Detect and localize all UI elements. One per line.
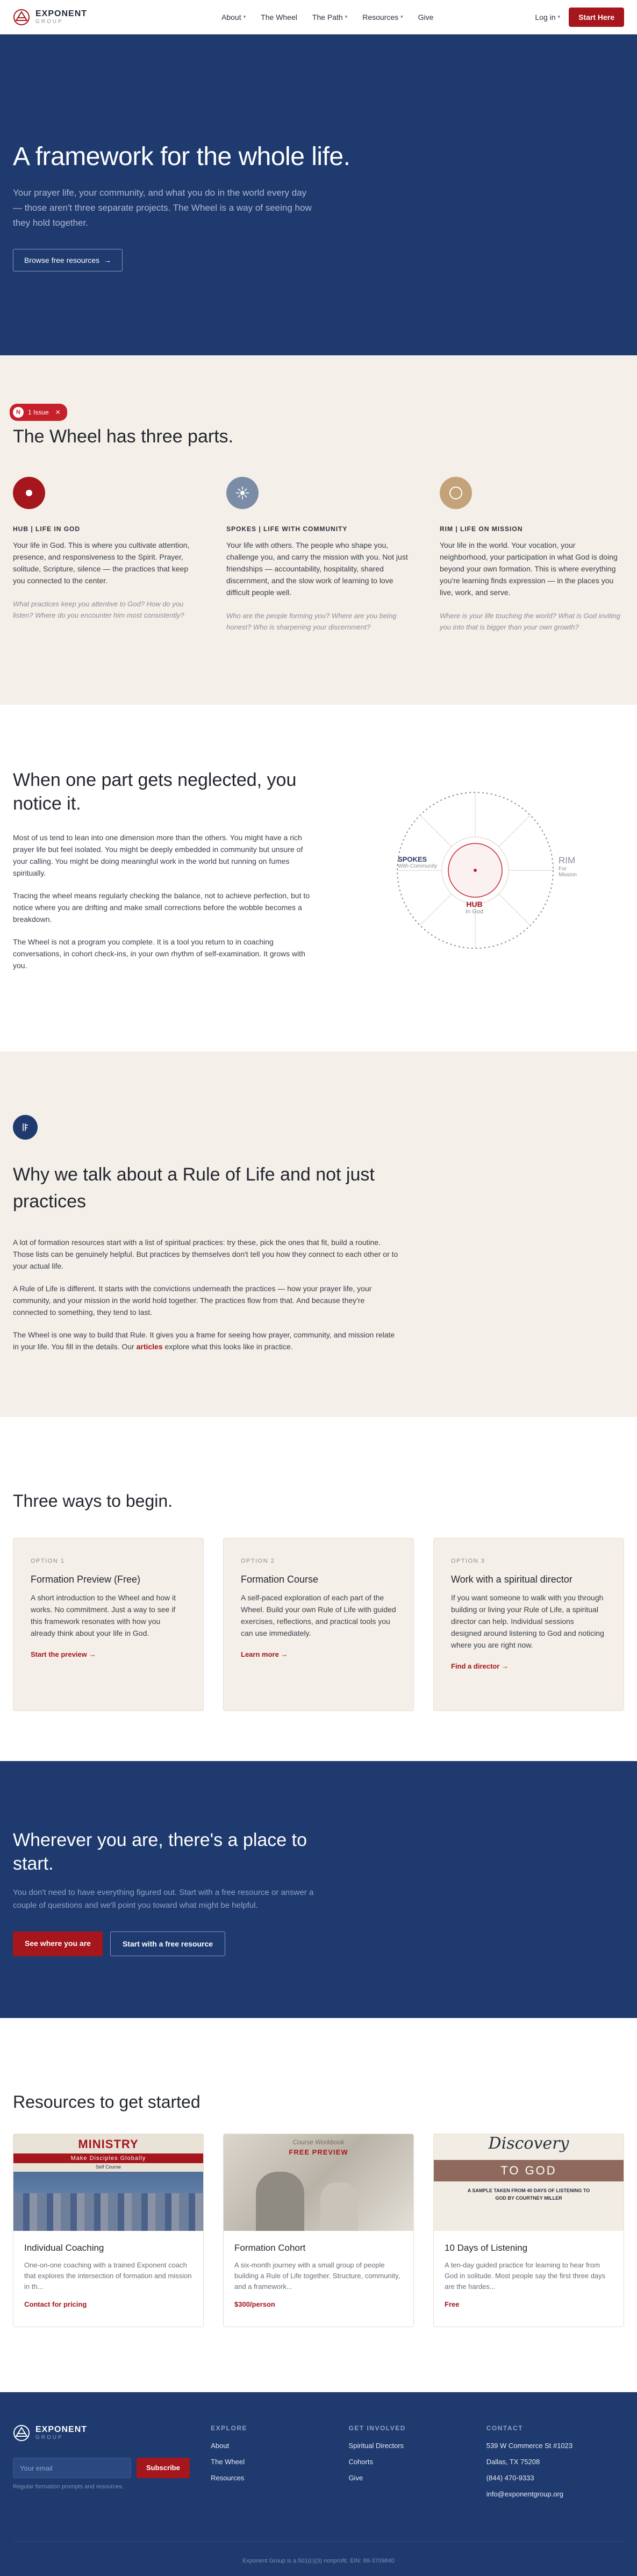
section-title: Three ways to begin. bbox=[13, 1491, 173, 1511]
learn-more-link[interactable]: Learn more → bbox=[241, 1650, 288, 1658]
option-body: A short introduction to the Wheel and how it works. No commitment. Just a way to see if this framework resonates with how you already think about your life in God. bbox=[31, 1593, 176, 1637]
three-ways-section bbox=[0, 1417, 637, 1761]
part-question: What practices keep you attentive to God? How do you listen? Where do you encounter him most consistently? bbox=[13, 600, 184, 619]
resource-card[interactable] bbox=[433, 2134, 624, 2327]
option-card bbox=[13, 1538, 204, 1711]
option-body: A self-paced exploration of each part of the Wheel. Build your own Rule of Life with guided exercises, reflections, and practical tools you can use immediately. bbox=[241, 1593, 396, 1637]
option-title: Formation Course bbox=[241, 1574, 319, 1585]
spokes-label: SPOKES bbox=[398, 855, 427, 863]
image-caption: Self Course bbox=[95, 2164, 121, 2170]
see-where-you-are-button[interactable]: See where you are bbox=[13, 1931, 103, 1956]
hub-sub: In God bbox=[466, 908, 484, 915]
footer-explore bbox=[211, 2424, 348, 2506]
paragraph-text: The Wheel is one way to build that Rule. It gives you a frame for seeing how prayer, community, and mission relate in your life. You fill in the details. Our bbox=[13, 1330, 395, 1351]
footer-divider bbox=[13, 2541, 624, 2542]
brand-name: EXPONENT bbox=[35, 9, 88, 18]
subscribe-note: Regular formation prompts and resources. bbox=[13, 2484, 124, 2490]
section-title: Resources to get started bbox=[13, 2092, 201, 2112]
paragraph: Tracing the wheel means regularly checking the balance, not to achieve perfection, but to notice where you are drifting and make small corrections before the wobble becomes a breakdown. bbox=[13, 891, 310, 924]
image-subtitle: Make Disciples Globally bbox=[13, 2153, 203, 2163]
rule-of-life-section bbox=[0, 1051, 637, 1417]
browse-resources-button[interactable] bbox=[13, 249, 123, 271]
login-label: Log in bbox=[535, 12, 556, 22]
top-nav bbox=[0, 0, 637, 34]
resource-image bbox=[224, 2134, 413, 2231]
footer-col-title: EXPLORE bbox=[211, 2424, 248, 2432]
brand-name: EXPONENT bbox=[35, 2425, 88, 2434]
image-subtitle: FREE PREVIEW bbox=[289, 2148, 348, 2156]
image-caption: A SAMPLE TAKEN FROM 40 DAYS OF LISTENING TO GOD BY COURTNEY MILLER bbox=[467, 2188, 590, 2201]
chevron-down-icon: ▾ bbox=[557, 14, 561, 19]
nav-links bbox=[221, 13, 433, 22]
option-title: Work with a spiritual director bbox=[451, 1574, 572, 1585]
chevron-down-icon: ▾ bbox=[400, 14, 403, 19]
spokes-icon bbox=[226, 477, 259, 509]
resources-section bbox=[0, 2018, 637, 2392]
part-body: Your life in the world. Your vocation, your neighborhood, your participation in what God is doing beyond your own formation. This is where everything you're learning finds expression — in the places you live, work, and serve. bbox=[440, 541, 618, 597]
issue-label: 1 Issue bbox=[28, 409, 49, 416]
contact-address: 539 W Commerce St #1023 bbox=[486, 2442, 573, 2450]
image-subtitle: TO GOD bbox=[434, 2160, 624, 2181]
hero-subtitle: Your prayer life, your community, and what you do in the world every day — those aren't three separate projects. The Wheel is a way of seeing how they hold together. bbox=[13, 188, 312, 228]
part-body: Your life with others. The people who shape you, challenge you, and carry the mission with you. Not just friendships — accountability, hospitality, shared discernment, and the slow work of learning to love difficult people well. bbox=[226, 541, 408, 597]
brand-mark-icon bbox=[13, 9, 30, 26]
footer-contact bbox=[486, 2424, 624, 2506]
nav-link-label: The Path bbox=[312, 12, 343, 22]
resource-desc: A six-month journey with a small group of people building a Rule of Life together. Structure, community, and a framework... bbox=[234, 2261, 400, 2291]
contact-city: Dallas, TX 75208 bbox=[486, 2458, 540, 2466]
free-resource-button[interactable]: Start with a free resource bbox=[110, 1931, 225, 1956]
resource-title: Individual Coaching bbox=[24, 2243, 104, 2253]
find-director-link[interactable]: Find a director → bbox=[451, 1662, 509, 1670]
footer-col-title: GET INVOLVED bbox=[348, 2424, 406, 2432]
paragraph bbox=[13, 1329, 400, 1353]
footer-link-directors[interactable]: Spiritual Directors bbox=[348, 2442, 404, 2450]
rim-label: RIM bbox=[559, 855, 576, 865]
footer-involved bbox=[348, 2424, 486, 2506]
section-title: The Wheel has three parts. bbox=[13, 426, 234, 447]
nav-link-the-wheel[interactable] bbox=[261, 13, 297, 22]
nav-link-label: The Wheel bbox=[261, 12, 297, 22]
brand-logo[interactable] bbox=[13, 9, 87, 26]
paragraph-text: explore what this looks like in practice. bbox=[164, 1342, 293, 1351]
part-question: Where is your life touching the world? What is God inviting you into that is bigger than your own growth? bbox=[440, 612, 620, 631]
part-hub bbox=[13, 477, 197, 633]
resource-card[interactable] bbox=[13, 2134, 204, 2327]
nav-link-label: About bbox=[221, 12, 241, 22]
chevron-down-icon: ▾ bbox=[243, 14, 246, 19]
arrow-right-icon: → bbox=[104, 256, 112, 264]
part-body: Your life in God. This is where you cultivate attention, presence, and responsiveness to the Spirit. Prayer, solitude, Scripture, silence — the practices that keep you connected to the center. bbox=[13, 541, 190, 585]
option-label: OPTION 1 bbox=[31, 1558, 65, 1564]
chevron-down-icon: ▾ bbox=[345, 14, 348, 19]
section-title: When one part gets neglected, you notice it. bbox=[13, 770, 297, 814]
contact-email[interactable]: info@exponentgroup.org bbox=[486, 2490, 564, 2498]
part-tag: HUB | LIFE IN GOD bbox=[13, 525, 81, 533]
nav-link-give[interactable] bbox=[418, 13, 434, 22]
cta-body: You don't need to have everything figured out. Start with a free resource or answer a couple of questions and we'll point you toward what might be helpful. bbox=[13, 1888, 314, 1910]
image-title: Course Workbook bbox=[292, 2138, 345, 2146]
brand-mark-icon bbox=[13, 2424, 30, 2442]
spokes-sub: With Community bbox=[398, 863, 438, 869]
resource-link[interactable]: Free bbox=[445, 2300, 460, 2308]
paragraph: The Wheel is not a program you complete. It is a tool you return to in coaching conversations, in cohort check-ins, in your own rhythm of self-examination. It grows with you. bbox=[13, 938, 305, 970]
image-title: MINISTRY bbox=[78, 2137, 139, 2151]
spokes-label-group bbox=[398, 855, 437, 869]
paragraph: Most of us tend to lean into one dimension more than the others. You might have a rich prayer life but feel isolated. You might be deeply embedded in community but unsure of your calling. You might be doing meaningful work in the world but running on fumes spiritually. bbox=[13, 833, 303, 877]
rim-label-group bbox=[559, 855, 577, 878]
resource-image bbox=[13, 2134, 203, 2231]
option-body: If you want someone to walk with you through building or living your Rule of Life, a spiritual director can help. Individual sessions designed around listening to God and noticing where you are right now. bbox=[451, 1593, 604, 1649]
option-label: OPTION 2 bbox=[241, 1558, 275, 1564]
brand-sub: GROUP bbox=[35, 2435, 63, 2441]
login-link[interactable] bbox=[535, 13, 560, 22]
wheel-diagram bbox=[395, 790, 577, 951]
part-question: Who are the people forming you? Where are you being honest? Who is sharpening your discernment? bbox=[226, 612, 397, 631]
issue-badge[interactable] bbox=[10, 404, 67, 421]
option-title: Formation Preview (Free) bbox=[31, 1574, 141, 1585]
wheel-diagram-svg bbox=[395, 790, 556, 951]
email-field[interactable] bbox=[13, 2458, 131, 2478]
resource-image bbox=[434, 2134, 624, 2231]
rim-icon bbox=[440, 477, 472, 509]
hero-title: A framework for the whole life. bbox=[13, 142, 350, 171]
footer-link-cohorts[interactable]: Cohorts bbox=[348, 2458, 373, 2466]
hub-icon bbox=[13, 477, 45, 509]
part-spokes bbox=[226, 477, 411, 633]
cta-section bbox=[0, 1761, 637, 2018]
footer-link-about[interactable]: About bbox=[211, 2442, 230, 2450]
contact-phone[interactable]: (844) 470-9333 bbox=[486, 2474, 534, 2482]
footer-col-title: CONTACT bbox=[486, 2424, 523, 2432]
close-icon[interactable]: ✕ bbox=[55, 409, 61, 416]
part-tag: RIM | LIFE ON MISSION bbox=[440, 525, 523, 533]
image-title: Discovery bbox=[488, 2134, 569, 2153]
subscribe-button[interactable]: Subscribe bbox=[137, 2458, 190, 2478]
footer-link-give[interactable]: Give bbox=[348, 2474, 363, 2482]
part-tag: SPOKES | LIFE WITH COMMUNITY bbox=[226, 525, 348, 533]
nav-link-the-path[interactable] bbox=[312, 13, 347, 22]
brand-sub: GROUP bbox=[35, 18, 63, 25]
copyright: Exponent Group is a 501(c)(3) nonprofit. EIN: 88-3709840 bbox=[242, 2558, 395, 2564]
resource-card[interactable] bbox=[223, 2134, 414, 2327]
hub-label: HUB bbox=[466, 900, 483, 908]
articles-link[interactable]: articles bbox=[136, 1342, 163, 1351]
hero-section bbox=[0, 34, 637, 355]
wheel-parts-section bbox=[0, 355, 637, 705]
resource-desc: One-on-one coaching with a trained Exponent coach that explores the intersection of formation and mission in th... bbox=[24, 2261, 192, 2291]
option-card bbox=[433, 1538, 624, 1711]
resource-title: 10 Days of Listening bbox=[445, 2243, 528, 2253]
option-card bbox=[223, 1538, 414, 1711]
paragraph: A Rule of Life is different. It starts with the convictions underneath the practices — how your prayer life, your community, and your mission in the world hold together. The practices flow from that. And because they're connected to something, they tend to last. bbox=[13, 1284, 372, 1316]
button-label: Browse free resources bbox=[24, 256, 100, 264]
paragraph: A lot of formation resources start with a list of spiritual practices: try these, pick the ones that fit, build a routine. Those lists can be genuinely helpful. But practices by themselves don't tell you how they connect to each other or to your actual life. bbox=[13, 1238, 398, 1270]
n-logo-icon: N bbox=[13, 407, 24, 418]
cta-title: Wherever you are, there's a place to start. bbox=[13, 1830, 307, 1874]
footer-logo[interactable] bbox=[13, 2424, 211, 2442]
footer-link-the-wheel[interactable]: The Wheel bbox=[211, 2458, 245, 2466]
nav-link-label: Give bbox=[418, 12, 434, 22]
hub-label-group bbox=[466, 900, 483, 915]
option-label: OPTION 3 bbox=[451, 1558, 485, 1564]
resource-link[interactable]: $300/person bbox=[234, 2300, 275, 2308]
section-title: Why we talk about a Rule of Life and not just practices bbox=[13, 1164, 375, 1212]
resource-desc: A ten-day guided practice for learning to hear from God in solitude. Most people say the first three days are the hardes... bbox=[445, 2261, 606, 2291]
neglect-section bbox=[0, 705, 637, 1051]
site-footer bbox=[0, 2392, 637, 2576]
resource-link[interactable]: Contact for pricing bbox=[24, 2300, 87, 2308]
start-here-button[interactable]: Start Here bbox=[569, 8, 624, 27]
resource-title: Formation Cohort bbox=[234, 2243, 306, 2253]
nav-link-about[interactable] bbox=[221, 13, 246, 22]
rule-of-life-icon bbox=[13, 1115, 38, 1140]
start-preview-link[interactable]: Start the preview → bbox=[31, 1650, 96, 1658]
rim-sub: For Mission bbox=[559, 866, 577, 878]
footer-link-resources[interactable]: Resources bbox=[211, 2474, 245, 2482]
part-rim bbox=[440, 477, 624, 633]
nav-link-resources[interactable] bbox=[362, 13, 403, 22]
nav-link-label: Resources bbox=[362, 12, 399, 22]
